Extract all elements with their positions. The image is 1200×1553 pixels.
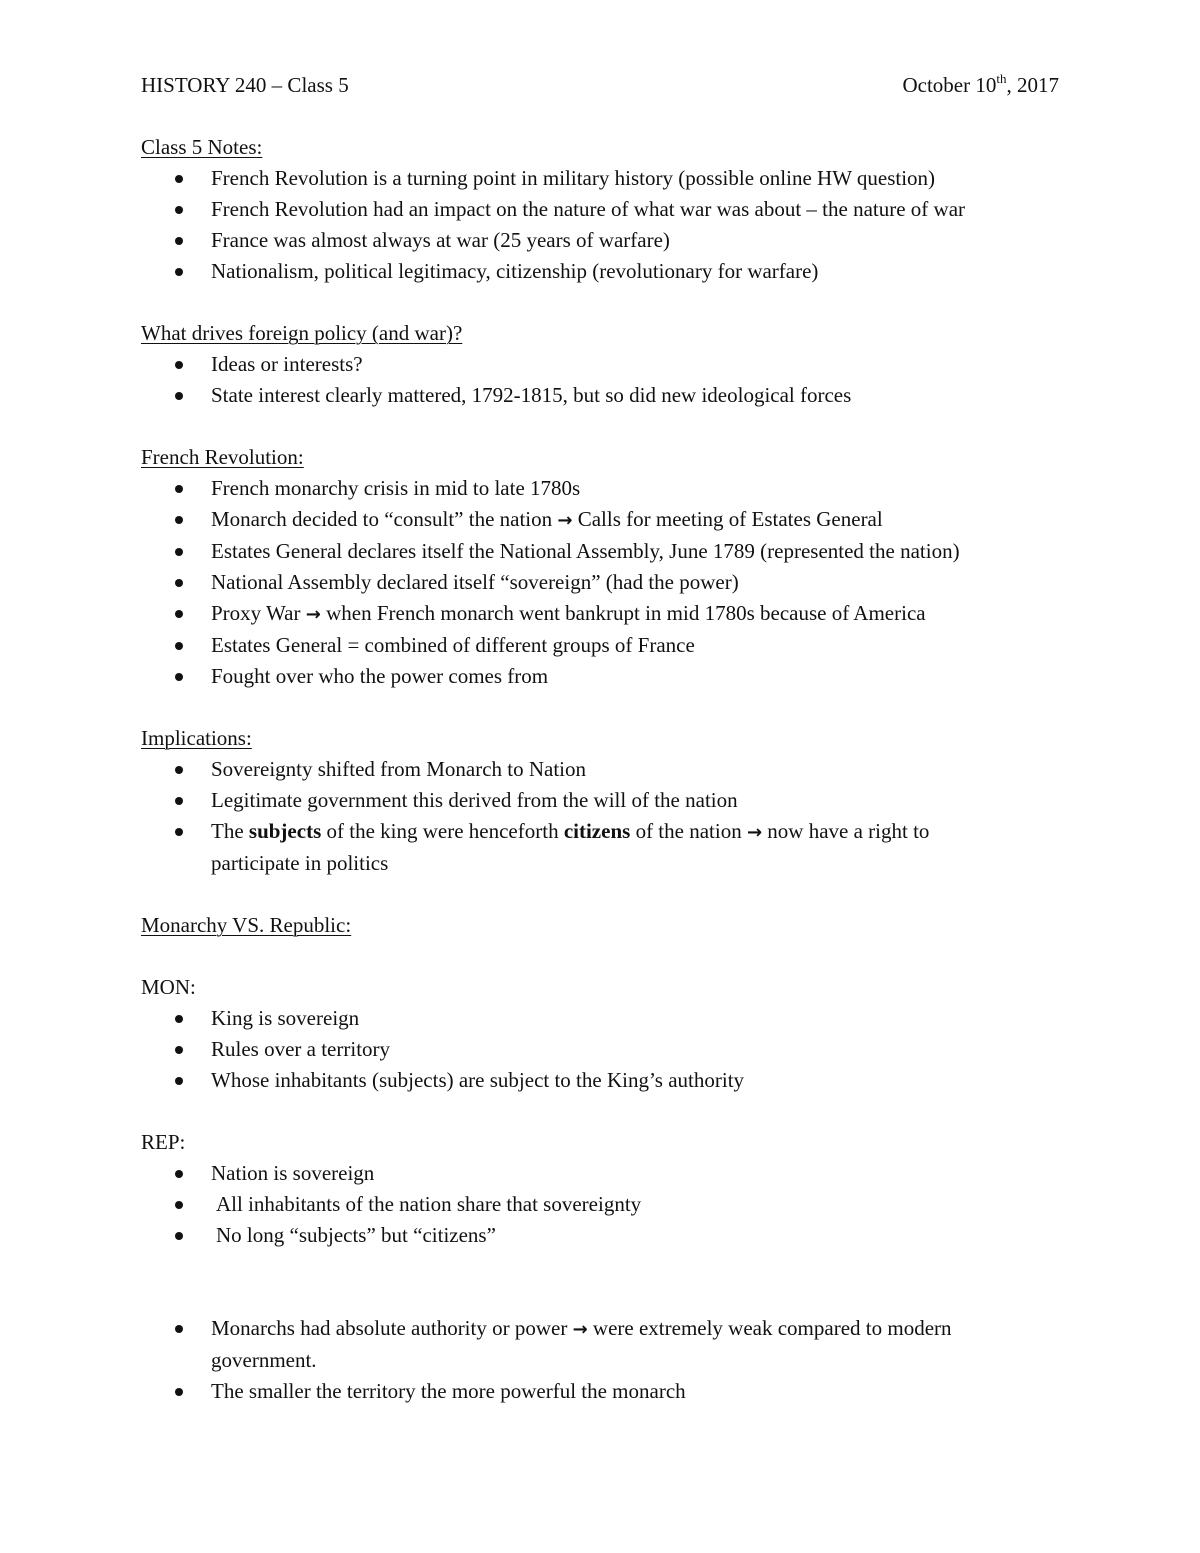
list-item <box>141 1003 1059 1034</box>
list-item <box>141 1034 1059 1065</box>
right-arrow-icon: → <box>305 604 321 625</box>
list-item <box>141 754 1059 785</box>
mon-label: MON: <box>141 975 196 999</box>
bullet-icon <box>175 516 183 524</box>
list-item-text: Nation is sovereign <box>211 1161 375 1185</box>
bullet-icon <box>175 175 183 183</box>
bullet-icon <box>175 1077 183 1085</box>
list-item-text: State interest clearly mattered, 1792-1815, but so did new ideological forces <box>211 383 852 407</box>
drives-heading: What drives foreign policy (and war)? <box>141 321 463 345</box>
list-item-text: King is sovereign <box>211 1006 360 1030</box>
implications-heading: Implications: <box>141 726 252 750</box>
bullet-icon <box>175 206 183 214</box>
bold-term-subjects: subjects <box>248 819 322 843</box>
course-title: HISTORY 240 – Class 5 <box>141 73 349 97</box>
list-item <box>141 567 1059 598</box>
list-item-text: National Assembly declared itself “sovereign” (had the power) <box>211 570 739 594</box>
list-item-text: Sovereignty shifted from Monarch to Nation <box>211 757 587 781</box>
list-item-text: of the nation <box>630 819 747 843</box>
list-item <box>141 816 1059 879</box>
spacer <box>141 287 1059 318</box>
list-item <box>141 1189 1059 1220</box>
list-item <box>141 536 1059 567</box>
bullet-icon <box>175 268 183 276</box>
list-item-text: of the king were henceforth <box>321 819 564 843</box>
list-item-text: Proxy War <box>211 601 306 625</box>
list-item-text: participate in politics <box>211 851 389 875</box>
list-item-text: The smaller the territory the more powerful the monarch <box>211 1379 686 1403</box>
list-item <box>141 349 1059 380</box>
list-item <box>141 661 1059 692</box>
bullet-icon <box>175 766 183 774</box>
drives-list <box>141 349 1059 411</box>
right-arrow-icon: → <box>746 822 763 843</box>
list-item-text: Estates General declares itself the National Assembly, June 1789 (represented the nation) <box>211 539 960 563</box>
bullet-icon <box>175 1046 183 1054</box>
list-item-text: Estates General = combined of different groups of France <box>211 633 695 657</box>
spacer <box>141 1096 1059 1127</box>
list-item <box>141 380 1059 411</box>
bullet-icon <box>175 361 183 369</box>
date-superscript: th <box>996 71 1007 86</box>
list-item-text: Ideas or interests? <box>211 352 363 376</box>
notes-list <box>141 163 1059 287</box>
list-item-text: French Revolution had an impact on the nature of what war was about – the nature of war <box>211 197 966 221</box>
right-arrow-icon: → <box>572 1319 588 1340</box>
document-page <box>141 70 1059 1407</box>
bullet-icon <box>175 237 183 245</box>
list-item <box>141 473 1059 504</box>
list-item-text: were extremely weak compared to modern <box>587 1316 952 1340</box>
spacer <box>141 101 1059 132</box>
mon-vs-rep-heading: Monarchy VS. Republic: <box>141 913 352 937</box>
bullet-icon <box>175 485 183 493</box>
mon-list <box>141 1003 1059 1096</box>
list-item-text: Calls for meeting of Estates General <box>572 507 883 531</box>
date-year: , 2017 <box>1006 73 1059 97</box>
bullet-icon <box>175 642 183 650</box>
right-arrow-icon: → <box>557 510 573 531</box>
final-list <box>141 1313 1059 1407</box>
bullet-icon <box>175 1388 183 1396</box>
bullet-icon <box>175 1015 183 1023</box>
spacer <box>141 411 1059 442</box>
lecture-date <box>902 70 1059 101</box>
list-item <box>141 1376 1059 1407</box>
list-item-text: Fought over who the power comes from <box>211 664 549 688</box>
spacer <box>141 879 1059 910</box>
date-text: October 10 <box>902 73 997 97</box>
bullet-icon <box>175 579 183 587</box>
bullet-icon <box>175 392 183 400</box>
list-item-text: Legitimate government this derived from the will of the nation <box>211 788 738 812</box>
bullet-icon <box>175 1201 183 1209</box>
list-item-text: French monarchy crisis in mid to late 1780s <box>211 476 581 500</box>
spacer <box>141 941 1059 972</box>
implications-list <box>141 754 1059 879</box>
bullet-icon <box>175 797 183 805</box>
list-item <box>141 504 1059 536</box>
list-item <box>141 630 1059 661</box>
list-item-text: French Revolution is a turning point in military history (possible online HW question) <box>211 166 936 190</box>
list-item <box>141 225 1059 256</box>
list-item-text: The <box>211 819 249 843</box>
bullet-icon <box>175 1325 183 1333</box>
bullet-icon <box>175 673 183 681</box>
bullet-icon <box>175 1170 183 1178</box>
list-item <box>141 1158 1059 1189</box>
list-item-text: France was almost always at war (25 years of warfare) <box>211 228 670 252</box>
list-item <box>141 194 1059 225</box>
list-item-text: government. <box>211 1348 317 1372</box>
bullet-icon <box>175 610 183 618</box>
list-item-text: Rules over a territory <box>211 1037 391 1061</box>
notes-heading: Class 5 Notes: <box>141 135 263 159</box>
list-item <box>141 256 1059 287</box>
list-item-text: All inhabitants of the nation share that sovereignty <box>216 1192 642 1216</box>
spacer <box>141 692 1059 723</box>
list-item-text: Monarchs had absolute authority or power <box>211 1316 573 1340</box>
bullet-icon <box>175 1232 183 1240</box>
list-item <box>141 598 1059 630</box>
bullet-icon <box>175 828 183 836</box>
list-item <box>141 1313 1059 1376</box>
spacer <box>141 1251 1059 1313</box>
list-item-text: when French monarch went bankrupt in mid 1780s because of America <box>320 601 926 625</box>
revolution-list <box>141 473 1059 692</box>
rep-label: REP: <box>141 1130 186 1154</box>
list-item <box>141 1065 1059 1096</box>
list-item <box>141 1220 1059 1251</box>
list-item-text: now have a right to <box>762 819 930 843</box>
page-header <box>141 70 1059 101</box>
bold-term-citizens: citizens <box>563 819 631 843</box>
list-item-text: Nationalism, political legitimacy, citizenship (revolutionary for warfare) <box>211 259 819 283</box>
rep-list <box>141 1158 1059 1251</box>
list-item-text: No long “subjects” but “citizens” <box>216 1223 496 1247</box>
list-item <box>141 163 1059 194</box>
list-item-text: Monarch decided to “consult” the nation <box>211 507 558 531</box>
revolution-heading: French Revolution: <box>141 445 304 469</box>
list-item-text: Whose inhabitants (subjects) are subject to the King’s authority <box>211 1068 745 1092</box>
list-item <box>141 785 1059 816</box>
bullet-icon <box>175 548 183 556</box>
